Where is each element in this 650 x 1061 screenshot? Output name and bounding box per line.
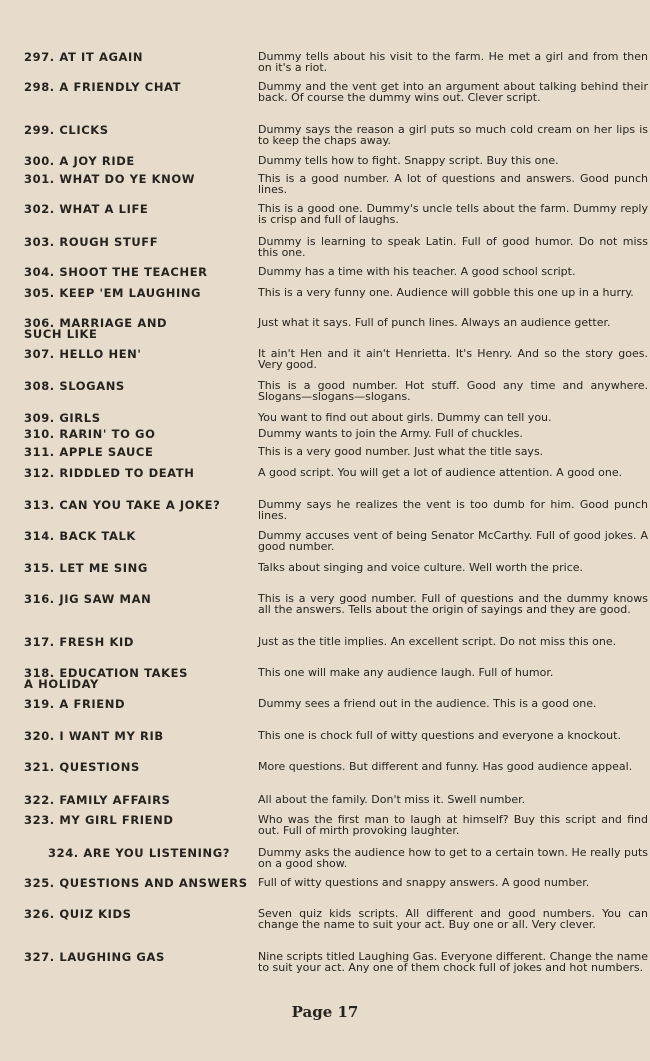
entry-description: Seven quiz kids scripts. All different and good numbers. You can change the name to suit your act. Buy one or all. Very clever. xyxy=(258,907,648,931)
entry-title: QUIZ KIDS xyxy=(59,907,132,921)
entry-title: A JOY RIDE xyxy=(59,154,135,168)
entry-number: 301. xyxy=(24,172,55,186)
page-number: Page 17 xyxy=(291,1003,359,1021)
entry-title: KEEP 'EM LAUGHING xyxy=(59,286,202,300)
entry-number-title xyxy=(24,447,259,458)
entry-title: HELLO HEN' xyxy=(59,347,142,361)
entry-number: 326. xyxy=(24,907,55,921)
entry-title: BACK TALK xyxy=(59,529,136,543)
entry-number: 324. xyxy=(48,846,79,860)
entry-number: 312. xyxy=(24,466,55,480)
entry-number-title xyxy=(24,381,259,392)
entry-description: Dummy and the vent get into an argument about talking behind their back. Of course the dummy wins out. Clever script. xyxy=(258,80,648,104)
entry-number-title xyxy=(24,563,259,574)
entry-title: RIDDLED TO DEATH xyxy=(59,466,195,480)
entry-title: APPLE SAUCE xyxy=(59,445,154,459)
entry-number-title xyxy=(24,318,259,340)
entry-number-title xyxy=(24,468,259,479)
entry-title: QUESTIONS xyxy=(59,760,140,774)
entry-number-title xyxy=(48,848,283,859)
entry-description: This one is chock full of witty questions and everyone a knockout. xyxy=(258,729,621,742)
entry-number-title xyxy=(24,668,259,690)
entry-number: 307. xyxy=(24,347,55,361)
entry-number: 317. xyxy=(24,635,55,649)
entry-number: 315. xyxy=(24,561,55,575)
entry-description: Dummy tells about his visit to the farm. He met a girl and from then on it's a riot. xyxy=(258,50,648,74)
entry-number: 300. xyxy=(24,154,55,168)
entry-description: A good script. You will get a lot of audience attention. A good one. xyxy=(258,466,623,479)
entry-title: SLOGANS xyxy=(59,379,125,393)
entry-number: 311. xyxy=(24,445,55,459)
entry-number: 320. xyxy=(24,729,55,743)
entry-description: This is a good number. A lot of questions and answers. Good punch lines. xyxy=(258,172,648,196)
entry-title: I WANT MY RIB xyxy=(59,729,164,743)
entry-title: MARRIAGE AND SUCH LIKE xyxy=(24,316,168,341)
entry-number-title xyxy=(24,82,259,93)
entry-description: Nine scripts titled Laughing Gas. Everyone different. Change the name to suit your act. Any one of them chock full of jokes and hot numbers. xyxy=(258,950,648,974)
entry-description: Dummy says the reason a girl puts so much cold cream on her lips is to keep the chaps away. xyxy=(258,123,648,147)
entry-number: 298. xyxy=(24,80,55,94)
entry-title: A FRIENDLY CHAT xyxy=(59,80,182,94)
entry-number-title xyxy=(24,909,259,920)
entry-number: 321. xyxy=(24,760,55,774)
entry-number: 323. xyxy=(24,813,55,827)
entry-description: This is a very funny one. Audience will gobble this one up in a hurry. xyxy=(258,286,634,299)
entry-number: 313. xyxy=(24,498,55,512)
entry-number-title xyxy=(24,878,259,889)
entry-description: Talks about singing and voice culture. Well worth the price. xyxy=(258,561,584,574)
entry-title: AT IT AGAIN xyxy=(59,50,144,64)
entry-title: ROUGH STUFF xyxy=(59,235,159,249)
entry-description: This is a good one. Dummy's uncle tells about the farm. Dummy reply is crisp and full of laughs. xyxy=(258,202,648,226)
entry-title: CAN YOU TAKE A JOKE? xyxy=(59,498,221,512)
entry-number-title xyxy=(24,762,259,773)
entry-number-title xyxy=(24,174,259,185)
entry-number: 316. xyxy=(24,592,55,606)
entry-number: 310. xyxy=(24,427,55,441)
entry-number-title xyxy=(24,637,259,648)
entry-title: MY GIRL FRIEND xyxy=(59,813,174,827)
entry-description: This one will make any audience laugh. Full of humor. xyxy=(258,666,554,679)
entry-number-title xyxy=(24,731,259,742)
entry-number: 303. xyxy=(24,235,55,249)
entry-number: 304. xyxy=(24,265,55,279)
entry-number-title xyxy=(24,237,259,248)
entry-number: 306. xyxy=(24,316,55,330)
entry-description: Just as the title implies. An excellent script. Do not miss this one. xyxy=(258,635,617,648)
entry-description: This is a very good number. Full of questions and the dummy knows all the answers. Tells about the origin of sayings and they are good. xyxy=(258,592,648,616)
entry-number-title xyxy=(24,125,259,136)
entry-number-title xyxy=(24,815,259,826)
entry-description: Dummy sees a friend out in the audience. This is a good one. xyxy=(258,697,597,710)
entry-title: CLICKS xyxy=(59,123,109,137)
entry-number: 297. xyxy=(24,50,55,64)
entry-title: SHOOT THE TEACHER xyxy=(59,265,208,279)
entry-title: WHAT A LIFE xyxy=(59,202,149,216)
entry-number: 322. xyxy=(24,793,55,807)
entry-number-title xyxy=(24,531,259,542)
entry-description: Dummy wants to join the Army. Full of chuckles. xyxy=(258,427,523,440)
entry-number: 319. xyxy=(24,697,55,711)
entry-number-title xyxy=(24,156,259,167)
entry-title: FRESH KID xyxy=(59,635,135,649)
entry-description: Dummy says he realizes the vent is too dumb for him. Good punch lines. xyxy=(258,498,648,522)
entry-number-title xyxy=(24,795,259,806)
entry-description: Who was the first man to laugh at himself? Buy this script and find out. Full of mirth provoking laughter. xyxy=(258,813,648,837)
entry-number: 327. xyxy=(24,950,55,964)
entry-title: LAUGHING GAS xyxy=(59,950,165,964)
entry-number: 302. xyxy=(24,202,55,216)
entry-number-title xyxy=(24,952,259,963)
entry-description: You want to find out about girls. Dummy can tell you. xyxy=(258,411,552,424)
entry-description: More questions. But different and funny. Has good audience appeal. xyxy=(258,760,633,773)
entry-title: FAMILY AFFAIRS xyxy=(59,793,171,807)
entry-title: WHAT DO YE KNOW xyxy=(59,172,196,186)
entry-number-title xyxy=(24,52,259,63)
entry-number-title xyxy=(24,413,259,424)
entry-number-title xyxy=(24,699,259,710)
entry-description: All about the family. Don't miss it. Swell number. xyxy=(258,793,526,806)
entry-title: JIG SAW MAN xyxy=(59,592,152,606)
entry-number: 308. xyxy=(24,379,55,393)
entry-description: Dummy is learning to speak Latin. Full of good humor. Do not miss this one. xyxy=(258,235,648,259)
entry-description: Dummy asks the audience how to get to a certain town. He really puts on a good show. xyxy=(258,846,648,870)
entry-title: LET ME SING xyxy=(59,561,148,575)
entry-title: QUESTIONS AND ANSWERS xyxy=(59,876,248,890)
entry-description: This is a good number. Hot stuff. Good any time and anywhere. Slogans—slogans—slogans. xyxy=(258,379,648,403)
entry-number: 318. xyxy=(24,666,55,680)
entry-description: It ain't Hen and it ain't Henrietta. It's Henry. And so the story goes. Very good. xyxy=(258,347,648,371)
entry-description: Dummy tells how to fight. Snappy script. Buy this one. xyxy=(258,154,559,167)
entry-number-title xyxy=(24,349,259,360)
entry-number-title xyxy=(24,267,259,278)
entry-number-title xyxy=(24,594,259,605)
entry-number: 309. xyxy=(24,411,55,425)
entry-number-title xyxy=(24,429,259,440)
entry-description: Full of witty questions and snappy answers. A good number. xyxy=(258,876,590,889)
entry-description: Dummy has a time with his teacher. A good school script. xyxy=(258,265,576,278)
entry-description: Dummy accuses vent of being Senator McCarthy. Full of good jokes. A good number. xyxy=(258,529,648,553)
entry-description: This is a very good number. Just what the title says. xyxy=(258,445,544,458)
entry-number: 314. xyxy=(24,529,55,543)
entry-title: EDUCATION TAKES A HOLIDAY xyxy=(24,666,189,691)
entry-number: 325. xyxy=(24,876,55,890)
entry-title: GIRLS xyxy=(59,411,101,425)
entry-number: 305. xyxy=(24,286,55,300)
entry-title: RARIN' TO GO xyxy=(59,427,156,441)
entry-number-title xyxy=(24,500,259,511)
entry-title: A FRIEND xyxy=(59,697,126,711)
entry-description: Just what it says. Full of punch lines. Always an audience getter. xyxy=(258,316,611,329)
entry-title: ARE YOU LISTENING? xyxy=(83,846,231,860)
entry-number-title xyxy=(24,288,259,299)
entry-number-title xyxy=(24,204,259,215)
entry-number: 299. xyxy=(24,123,55,137)
